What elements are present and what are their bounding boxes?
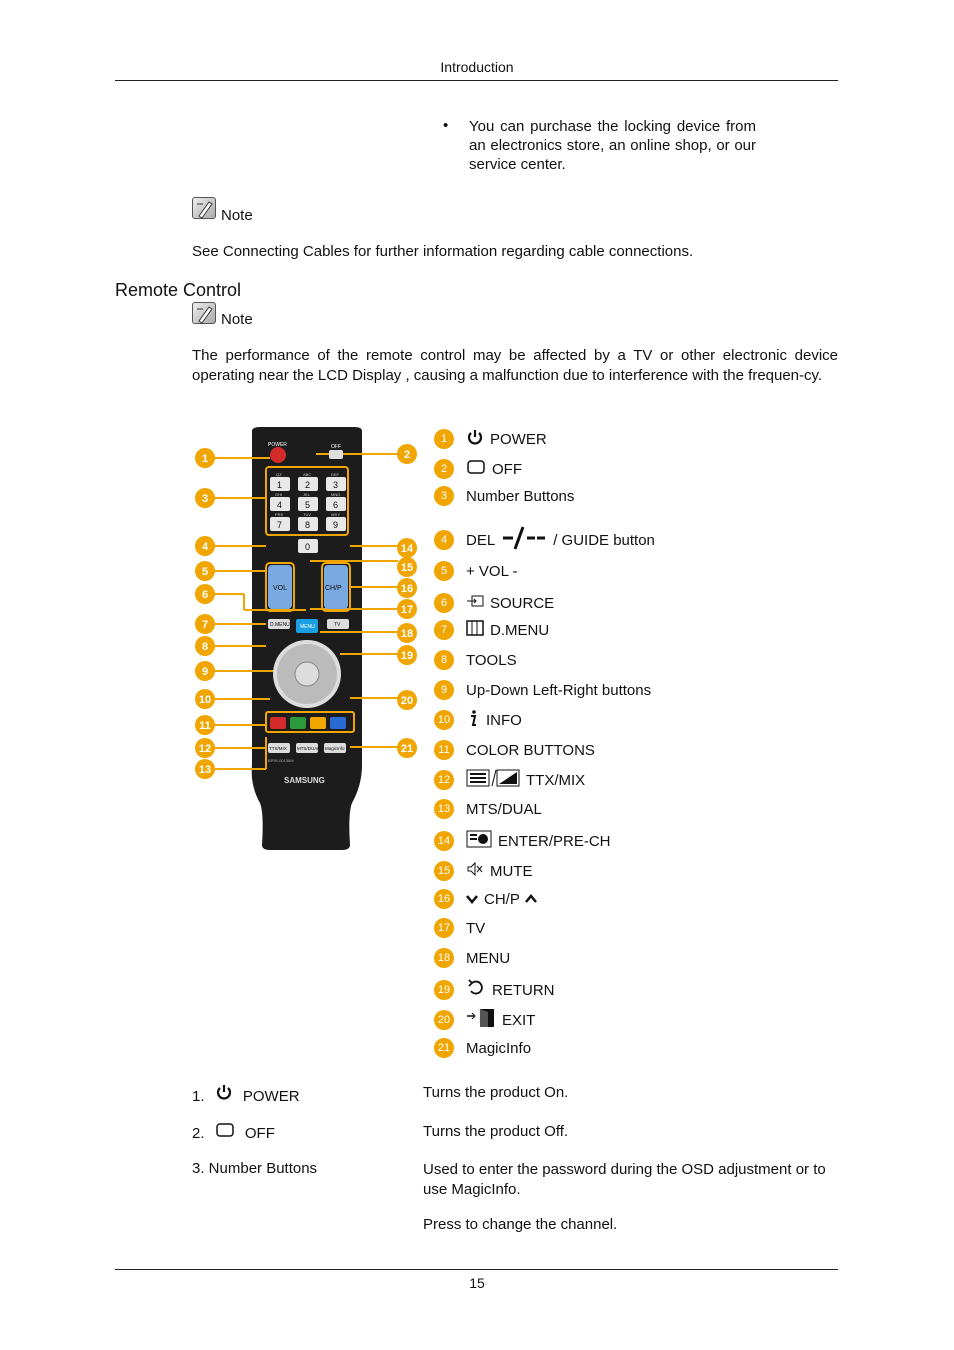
remote-brand: SAMSUNG <box>284 776 325 785</box>
legend-number-badge: 16 <box>434 889 454 909</box>
note-text: The performance of the remote control may be affected by a TV or other electronic device operating near the LCD Display , causing a malfunction due to interference with the frequen-cy. <box>192 347 838 384</box>
legend-item <box>434 591 554 615</box>
legend-item <box>434 916 485 940</box>
legend-number-badge: 3 <box>434 486 454 506</box>
table-row <box>192 1083 838 1107</box>
legend-item <box>434 559 518 583</box>
legend-item <box>434 1036 531 1060</box>
remote-key-label: 4 <box>277 500 283 510</box>
table-num: 1. <box>192 1088 205 1105</box>
exit-icon <box>466 1008 496 1032</box>
legend-label: + VOL - <box>466 562 518 580</box>
legend-label: / GUIDE button <box>553 531 655 549</box>
legend-label: EXIT <box>502 1011 536 1029</box>
ttx-icon <box>466 769 520 791</box>
page-header-title: Introduction <box>440 59 514 75</box>
remote-label-mtsdual: MTS/DUAL <box>297 746 320 751</box>
note-icon <box>192 302 216 324</box>
header-rule <box>115 80 838 81</box>
legend-number-badge: 8 <box>434 650 454 670</box>
callout-number: 12 <box>198 743 212 755</box>
remote-key-label: 6 <box>333 500 339 510</box>
remote-svg <box>190 425 422 855</box>
remote-key-letters: GHI <box>275 492 283 497</box>
legend-label: TTX/MIX <box>526 771 586 789</box>
power-icon <box>215 1083 233 1105</box>
table-label: OFF <box>244 1125 275 1142</box>
legend-number-badge: 6 <box>434 593 454 613</box>
legend-item <box>434 427 547 451</box>
note-icon <box>192 197 216 219</box>
remote-key-letters: ABC <box>303 472 312 477</box>
color-button <box>290 717 306 729</box>
callout-number: 11 <box>199 720 211 732</box>
footer-rule <box>115 1269 838 1270</box>
callout-number: 6 <box>201 589 209 601</box>
legend-item <box>434 887 537 911</box>
remote-key-label: 5 <box>305 500 311 510</box>
callout-number: 13 <box>198 764 212 776</box>
remote-control-illustration <box>190 425 422 855</box>
legend-number-badge: 21 <box>434 1038 454 1058</box>
remote-label-vol: VOL <box>273 585 288 592</box>
off-icon <box>466 459 486 479</box>
legend-item <box>434 829 611 853</box>
table-desc: Turns the product Off. <box>423 1123 569 1140</box>
table-label: POWER <box>242 1088 300 1105</box>
legend-number-badge: 5 <box>434 561 454 581</box>
callout-number: 2 <box>403 449 411 461</box>
source-icon <box>466 594 484 612</box>
color-button <box>310 717 326 729</box>
remote-label-menu: MENU <box>300 624 315 630</box>
remote-key-letters: DEF <box>331 472 339 477</box>
dmenu-icon <box>466 620 484 640</box>
callout-number: 4 <box>201 541 209 553</box>
legend-label: SOURCE <box>490 594 555 612</box>
legend-label: RETURN <box>492 981 555 999</box>
callout-number: 16 <box>400 583 414 595</box>
callout-number: 9 <box>201 666 209 678</box>
legend-number-badge: 19 <box>434 980 454 1000</box>
callout-number: 10 <box>198 694 212 706</box>
section-title: Remote Control <box>115 280 242 300</box>
remote-label-magicinfo: MagicInfo <box>325 746 345 751</box>
table-desc: Turns the product On. <box>423 1084 569 1101</box>
legend-number-badge: 10 <box>434 710 454 730</box>
legend-label: COLOR BUTTONS <box>466 741 595 759</box>
off-icon <box>215 1122 235 1142</box>
remote-key-letters: PRS <box>275 512 284 517</box>
remote-key-label: 2 <box>305 480 311 490</box>
callout-number: 20 <box>400 695 414 707</box>
legend-label: ENTER/PRE-CH <box>498 832 611 850</box>
legend-number-badge: 9 <box>434 680 454 700</box>
remote-label-chp: CH/P <box>325 585 342 592</box>
remote-key-label: 1 <box>277 480 283 490</box>
callout-number: 1 <box>201 453 209 465</box>
remote-label-tv: TV <box>334 622 341 628</box>
remote-key-label: 7 <box>277 520 283 530</box>
remote-label-dmenu: D.MENU <box>270 622 290 628</box>
legend-item <box>434 797 542 821</box>
legend-item <box>434 708 522 732</box>
legend-item <box>434 859 533 883</box>
table-desc: Used to enter the password during the OSD adjustment or to use MagicInfo. <box>423 1161 826 1198</box>
table-left <box>192 1083 412 1105</box>
chevron-icon <box>466 891 478 908</box>
callout-number: 21 <box>400 743 414 755</box>
bullet-marker: • <box>443 117 449 134</box>
legend-number-badge: 18 <box>434 948 454 968</box>
remote-label-off: OFF <box>331 444 341 450</box>
legend-item <box>434 946 510 970</box>
table-row <box>192 1160 838 1240</box>
legend-label: MTS/DUAL <box>466 800 542 818</box>
enter-icon <box>466 830 492 852</box>
callout-number: 19 <box>400 650 414 662</box>
table-left <box>192 1122 412 1142</box>
legend-number-badge: 12 <box>434 770 454 790</box>
table-label: 3. Number Buttons <box>192 1160 318 1177</box>
legend-label: MagicInfo <box>466 1039 532 1057</box>
legend-label: Number Buttons <box>466 487 575 505</box>
remote-key-letters: WXY <box>331 512 341 517</box>
callout-number: 8 <box>201 641 209 653</box>
legend-number-badge: 2 <box>434 459 454 479</box>
legend-number-badge: 1 <box>434 429 454 449</box>
table-num: 2. <box>192 1125 205 1142</box>
remote-model: BP59-00138M <box>268 758 294 763</box>
legend-number-badge: 14 <box>434 831 454 851</box>
legend-number-badge: 4 <box>434 530 454 550</box>
callout-number: 15 <box>400 562 414 574</box>
legend-number-badge: 13 <box>434 799 454 819</box>
legend-item <box>434 738 595 762</box>
legend-item <box>434 678 651 702</box>
remote-key-label: 9 <box>333 520 339 530</box>
callout-number: 3 <box>201 493 209 505</box>
legend-item <box>434 768 585 792</box>
remote-key-letters: TUV <box>303 512 311 517</box>
remote-key-label: 8 <box>305 520 311 530</box>
legend-item <box>434 528 655 552</box>
legend-number-badge: 7 <box>434 620 454 640</box>
page-number: 15 <box>469 1275 485 1291</box>
legend-item <box>434 978 555 1002</box>
table-desc-2: Press to change the channel. <box>423 1216 618 1233</box>
return-icon <box>466 979 486 1001</box>
chevron-up-icon <box>525 891 537 908</box>
remote-key-letters: JKL <box>303 492 310 497</box>
callout-number: 14 <box>400 543 414 555</box>
legend-number-badge: 17 <box>434 918 454 938</box>
legend-item <box>434 1008 535 1032</box>
table-row <box>192 1122 838 1146</box>
color-button <box>270 717 286 729</box>
legend-label: INFO <box>486 711 522 729</box>
legend-label: D.MENU <box>490 621 550 639</box>
legend-label: MUTE <box>490 862 533 880</box>
remote-key-letters: MNO <box>331 492 341 497</box>
legend-item <box>434 618 549 642</box>
legend-label: TOOLS <box>466 651 517 669</box>
legend-item <box>434 457 522 481</box>
callout-number: 18 <box>400 628 414 640</box>
remote-key-letters: .QZ <box>275 472 282 477</box>
remote-label-power: POWER <box>268 442 287 448</box>
callout-number: 5 <box>201 566 209 578</box>
legend-label: OFF <box>492 460 522 478</box>
legend-label: POWER <box>490 430 547 448</box>
legend-label: MENU <box>466 949 511 967</box>
legend-label: CH/P <box>484 890 520 908</box>
remote-key-label: 0 <box>305 542 311 552</box>
info-icon <box>466 709 480 731</box>
power-icon <box>466 428 484 450</box>
color-button <box>330 717 346 729</box>
legend-label: TV <box>466 919 486 937</box>
note-label: Note <box>221 311 253 328</box>
legend-item <box>434 484 574 508</box>
legend-number-badge: 20 <box>434 1010 454 1030</box>
note-text: See Connecting Cables for further information regarding cable connections. <box>192 243 694 260</box>
legend-number-badge: 11 <box>434 740 454 760</box>
bullet-text: You can purchase the locking device from an electronics store, an online shop, or our service center. <box>469 118 756 173</box>
legend-label-prefix: DEL <box>466 531 496 549</box>
callout-number: 7 <box>201 619 209 631</box>
callout-number: 17 <box>400 604 414 616</box>
note-label: Note <box>221 207 253 224</box>
mute-icon <box>466 861 484 881</box>
legend-label: Up-Down Left-Right buttons <box>466 681 652 699</box>
legend-item <box>434 648 517 672</box>
dash-icon <box>501 525 547 555</box>
legend-number-badge: 15 <box>434 861 454 881</box>
remote-key-label: 3 <box>333 480 339 490</box>
remote-label-ttxmix: TTX/MIX <box>269 746 287 751</box>
